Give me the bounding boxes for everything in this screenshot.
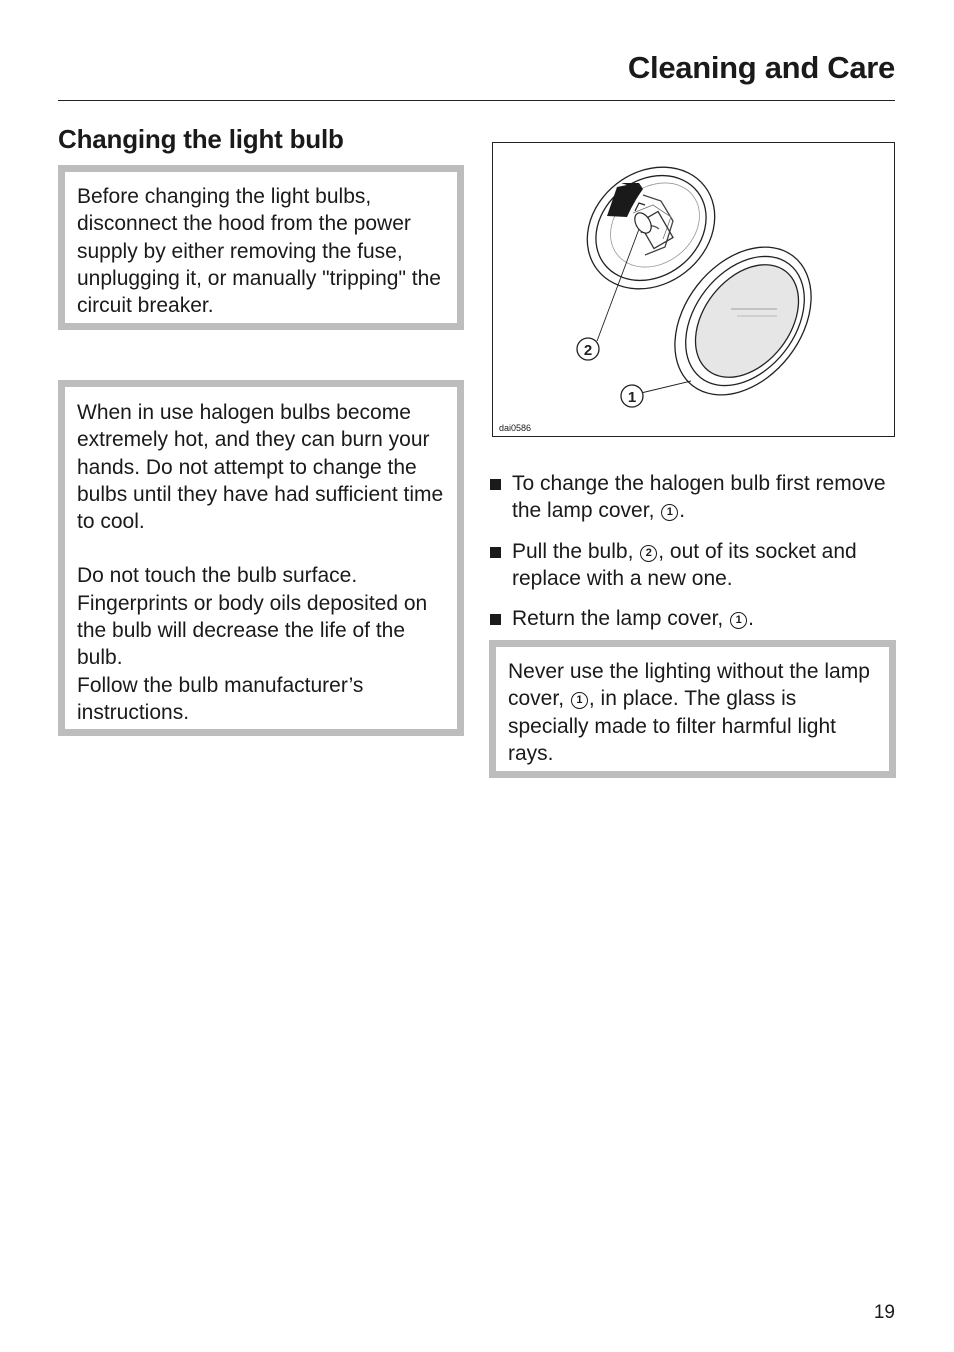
warning-text-cover-start: Never use the lighting without the lamp cover, — [508, 660, 870, 711]
callout-2-marker — [577, 338, 599, 360]
callout-1-label: 1 — [627, 389, 637, 406]
step-text: Return the lamp cover, — [512, 607, 724, 631]
warning-text-hot: When in use halogen bulbs become extremely hot, and they can burn your hands. Do not attempt to change the bulbs until they have had sufficient time to cool. — [77, 401, 444, 534]
page-number: 19 — [873, 1302, 895, 1323]
warning-text-cover — [508, 658, 877, 767]
step-text-end: , out of its socket and replace with a new one. — [512, 539, 857, 590]
step-text: To change the halogen bulb first remove the lamp cover, — [512, 472, 886, 523]
warning-text-touch: Do not touch the bulb surface. Fingerprints or body oils deposited on the bulb will decrease the life of the bulb. — [77, 564, 428, 670]
lamp-illustration — [492, 142, 895, 437]
list-item — [489, 538, 909, 593]
warning-text-follow: Follow the bulb manufacturer’s instructions. — [77, 673, 364, 724]
callout-1-marker — [621, 385, 643, 407]
circled-number-icon: 2 — [640, 545, 657, 562]
circled-number-icon: 1 — [571, 692, 588, 709]
lamp-drawing — [493, 143, 894, 436]
square-bullet-icon — [490, 547, 501, 558]
warning-box-lamp-cover — [489, 640, 896, 778]
warning-box-hot-bulbs — [58, 380, 464, 736]
list-item — [489, 605, 909, 632]
circled-number-icon: 1 — [730, 612, 747, 629]
step-text: Pull the bulb, — [512, 539, 634, 563]
header-divider — [58, 100, 895, 101]
instruction-list — [489, 470, 909, 645]
square-bullet-icon — [490, 479, 501, 490]
step-text-end: . — [748, 607, 754, 631]
warning-box-power — [58, 165, 464, 330]
square-bullet-icon — [490, 614, 501, 625]
page-header-title: Cleaning and Care — [627, 50, 895, 85]
circled-number-icon: 1 — [661, 504, 678, 521]
step-text-end: . — [679, 499, 686, 523]
section-title: Changing the light bulb — [58, 124, 344, 154]
warning-text-power: Before changing the light bulbs, disconnect the hood from the power supply by either removing the fuse, unplugging it, or manually "tripping" the circuit breaker. — [77, 185, 441, 318]
warning-text-cover-end: , in place. The glass is specially made to filter harmful light rays. — [508, 687, 836, 765]
list-item — [489, 470, 909, 525]
figure-code: dai0586 — [499, 423, 532, 433]
callout-2-label: 2 — [583, 342, 593, 359]
